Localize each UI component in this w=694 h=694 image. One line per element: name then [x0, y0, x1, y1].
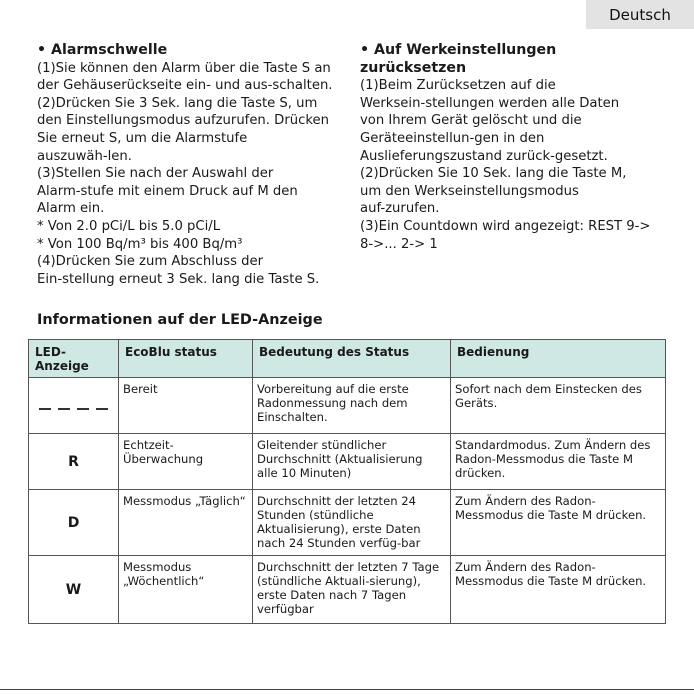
led-symbol: D	[29, 490, 119, 556]
led-info-table	[28, 339, 666, 624]
header-status: EcoBlu status	[119, 340, 253, 378]
text-line: Geräteeinstellun-gen in den	[360, 130, 545, 146]
text-line: (3)Stellen Sie nach der Auswahl der	[37, 166, 274, 182]
operation-cell: Standardmodus. Zum Ändern des Radon-Messmodus die Taste M drücken.	[451, 434, 666, 490]
led-symbol: W	[29, 556, 119, 624]
text-line: Auslieferungszustand zurück-gesetzt.	[360, 148, 608, 164]
text-line: Ein-stellung erneut 3 Sek. lang die Taste S.	[37, 271, 320, 287]
table-row	[29, 434, 666, 490]
dashes-icon	[39, 408, 108, 410]
led-symbol-dashes	[29, 378, 119, 434]
bottom-divider	[0, 689, 694, 690]
text-line: (3)Ein Countdown wird angezeigt: REST 9->	[360, 218, 651, 234]
language-tab: Deutsch	[586, 0, 694, 29]
text-line: * Von 2.0 pCi/L bis 5.0 pCi/L	[37, 218, 221, 234]
section-title: • Auf Werkeinstellungen zurücksetzen	[360, 42, 557, 76]
header-operation: Bedienung	[451, 340, 666, 378]
meaning-cell: Gleitender stündlicher Durchschnitt (Aktualisierung alle 10 Minuten)	[253, 434, 451, 490]
header-led-display: LED-Anzeige	[29, 340, 119, 378]
text-line: (2)Drücken Sie 10 Sek. lang die Taste M,	[360, 166, 627, 182]
meaning-cell: Durchschnitt der letzten 24 Stunden (stündliche Aktualisierung), erste Daten nach 24 Stunden verfüg-bar	[253, 490, 451, 556]
text-line: * Von 100 Bq/m³ bis 400 Bq/m³	[37, 236, 243, 252]
text-line: Alarm-stufe mit einem Druck auf M den	[37, 183, 298, 199]
table-row	[29, 556, 666, 624]
meaning-cell: Durchschnitt der letzten 7 Tage (stündliche Aktuali-sierung), erste Daten nach 7 Tagen verfügbar	[253, 556, 451, 624]
status-cell: Messmodus „Täglich“	[119, 490, 253, 556]
table-row	[29, 378, 666, 434]
operation-cell: Zum Ändern des Radon-Messmodus die Taste M drücken.	[451, 556, 666, 624]
text-line: (2)Drücken Sie 3 Sek. lang die Taste S, um	[37, 95, 318, 111]
led-symbol: R	[29, 434, 119, 490]
section-title: • Alarmschwelle	[37, 42, 168, 58]
table-header-row	[29, 340, 666, 378]
text-line: (4)Drücken Sie zum Abschluss der	[37, 254, 264, 270]
meaning-cell: Vorbereitung auf die erste Radonmessung nach dem Einschalten.	[253, 378, 451, 434]
text-line: 8->... 2-> 1	[360, 236, 438, 252]
text-line: um den Werkseinstellungsmodus	[360, 183, 579, 199]
status-cell: Bereit	[119, 378, 253, 434]
status-cell: Echtzeit-Überwachung	[119, 434, 253, 490]
text-line: Alarm ein.	[37, 201, 105, 217]
text-line: auf-zurufen.	[360, 201, 440, 217]
operation-cell: Zum Ändern des Radon-Messmodus die Taste M drücken.	[451, 490, 666, 556]
text-line: (1)Beim Zurücksetzen auf die	[360, 78, 556, 94]
table-title: Informationen auf der LED-Anzeige	[37, 312, 323, 328]
text-line: (1)Sie können den Alarm über die Taste S an	[37, 60, 331, 76]
text-line: auszuwäh-len.	[37, 148, 132, 164]
text-line: Sie erneut S, um die Alarmstufe	[37, 130, 248, 146]
status-cell: Messmodus „Wöchentlich“	[119, 556, 253, 624]
text-line: den Einstellungsmodus aufzurufen. Drücken	[37, 113, 329, 129]
table-row	[29, 490, 666, 556]
header-meaning: Bedeutung des Status	[253, 340, 451, 378]
text-line: Werksein-stellungen werden alle Daten	[360, 95, 620, 111]
alarm-threshold-section	[37, 42, 349, 288]
text-line: von Ihrem Gerät gelöscht und die	[360, 113, 582, 129]
operation-cell: Sofort nach dem Einstecken des Geräts.	[451, 378, 666, 434]
text-line: der Gehäuserückseite ein- und aus-schalten.	[37, 78, 333, 94]
factory-reset-section	[360, 42, 660, 253]
